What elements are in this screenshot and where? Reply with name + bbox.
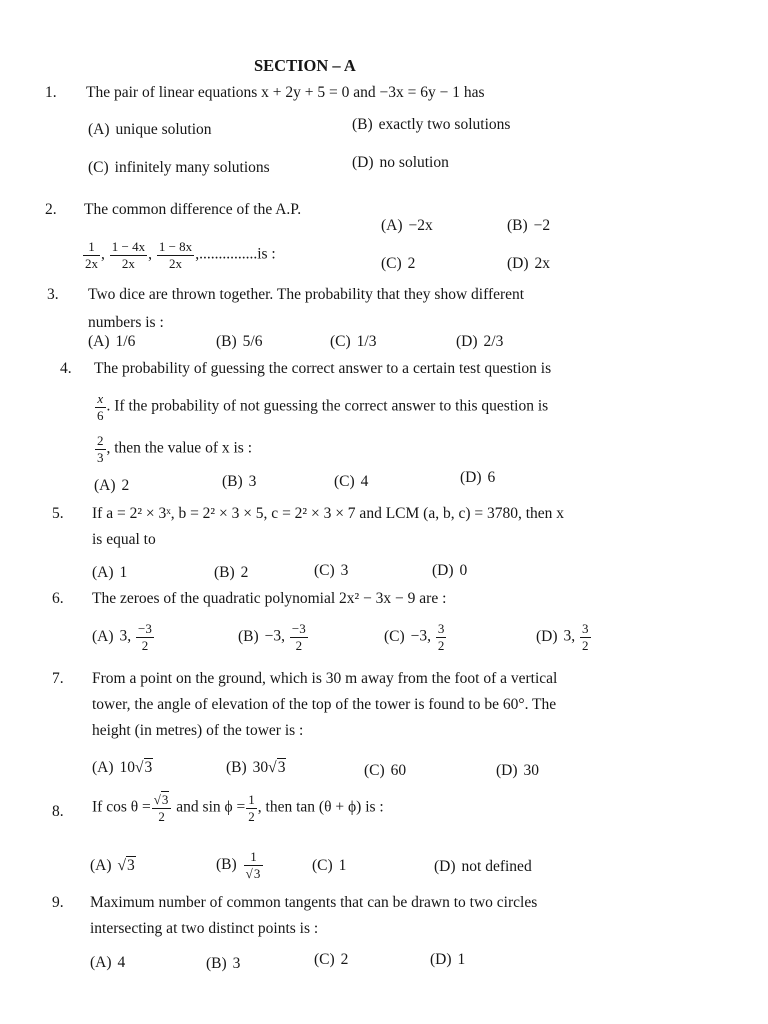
option-a: (A) 3, $\frac{-3}{2}$ — [92, 621, 152, 653]
option-d: (D) no solution — [352, 154, 449, 171]
question-text-line-2: is equal to — [92, 531, 156, 548]
ap-term-1: $\frac{1}{2x}$ — [85, 239, 98, 271]
question-text-line-1: Maximum number of common tangents that can be drawn to two circles — [90, 894, 538, 911]
option-d: (D) 2/3 — [456, 333, 504, 350]
question-text: The pair of linear equations x + 2y + 5 = 0 and −3x = 6y − 1 has — [86, 84, 485, 101]
question-text-line-2: $\frac{x}{6}$ . If the probability of not guessing the correct answer to this question is — [97, 391, 549, 423]
question-number: 8. — [52, 803, 64, 820]
option-a: (A) −2x — [381, 217, 433, 234]
option-c: (C) 1/3 — [330, 333, 377, 350]
question-number: 1. — [45, 84, 57, 101]
question-text: The common difference of the A.P. — [84, 201, 302, 218]
question-text-line-2: numbers is : — [88, 314, 164, 331]
question-number: 9. — [52, 894, 64, 911]
option-c: (C) 3 — [314, 562, 349, 579]
option-c: (C) 1 — [312, 857, 347, 874]
option-a: (A) √3 — [90, 857, 135, 874]
section-title: SECTION – A — [254, 56, 356, 75]
option-a: (A) 1 — [92, 564, 128, 581]
option-c: (C) 4 — [334, 473, 369, 490]
option-a: (A) 2 — [94, 477, 130, 494]
sin-fraction: $\frac{1}{2}$ — [248, 792, 255, 824]
option-b: (B) 2 — [214, 564, 249, 581]
option-b: (B) −2 — [507, 217, 551, 234]
question-number: 5. — [52, 505, 64, 522]
ap-sequence: $\frac{1}{2x}$ , $\frac{1 - 4x}{2x}$ , $\frac{1 - 8x}{2x}$ ,...............is : — [85, 239, 276, 271]
question-text-line-1: If a = 2² × 3ˣ, b = 2² × 3 × 5, c = 2² × 3 × 7 and LCM (a, b, c) = 3780, then x — [92, 505, 565, 522]
option-c: (C) 2 — [314, 951, 349, 968]
option-d: (D) 0 — [432, 562, 468, 579]
question-text-line-2: intersecting at two distinct points is : — [90, 920, 319, 937]
option-b: (B) exactly two solutions — [352, 116, 511, 133]
question-number: 6. — [52, 590, 64, 607]
option-b: (B) 5/6 — [216, 333, 263, 350]
option-c: (C) 2 — [381, 255, 416, 272]
option-d: (D) 6 — [460, 469, 496, 486]
option-b: (B) 30√3 — [226, 759, 286, 776]
option-a: (A) 10√3 — [92, 759, 153, 776]
question-number: 3. — [47, 286, 59, 303]
question-number: 7. — [52, 670, 64, 687]
option-c: (C) 60 — [364, 762, 407, 779]
question-text: The zeroes of the quadratic polynomial 2x² − 3x − 9 are : — [92, 590, 447, 607]
option-a: (A) 1/6 — [88, 333, 136, 350]
option-d: (D) not defined — [434, 858, 532, 875]
question-text-line-2: tower, the angle of elevation of the top of the tower is found to be 60°. The — [92, 696, 557, 713]
question-text-line-1: From a point on the ground, which is 30 m away from the foot of a vertical — [92, 670, 558, 687]
question-text-line-3: height (in metres) of the tower is : — [92, 722, 304, 739]
option-c: (C) −3, $\frac{3}{2}$ — [384, 621, 445, 653]
option-b: (B) 3 — [222, 473, 257, 490]
question-text-line-1: Two dice are thrown together. The probability that they show different — [88, 286, 525, 303]
cos-fraction: $\frac{√3}{2}$ — [152, 793, 172, 823]
option-a: (A) unique solution — [88, 121, 212, 138]
question-text: If cos θ = $\frac{√3}{2}$ and sin ϕ = $\frac{1}{2}$ , then tan (θ + ϕ) is : — [92, 792, 384, 824]
option-a: (A) 4 — [90, 954, 126, 971]
question-text-line-3: $\frac{2}{3}$ , then the value of x is : — [97, 433, 252, 465]
fraction: $\frac{x}{6}$ — [97, 391, 104, 423]
option-d: (D) 1 — [430, 951, 466, 968]
option-b: (B) 3 — [206, 955, 241, 972]
option-b: (B) −3, $\frac{-3}{2}$ — [238, 621, 306, 653]
ap-term-2: $\frac{1 - 4x}{2x}$ — [111, 239, 146, 271]
question-text-line-1: The probability of guessing the correct answer to a certain test question is — [94, 360, 552, 377]
question-number: 2. — [45, 201, 57, 218]
question-number: 4. — [60, 360, 72, 377]
option-b: (B) $\frac{1}{√3}$ — [216, 850, 264, 880]
option-d: (D) 30 — [496, 762, 540, 779]
option-d: (D) 2x — [507, 255, 551, 272]
ap-term-3: $\frac{1 - 8x}{2x}$ — [158, 239, 193, 271]
fraction: $\frac{2}{3}$ — [97, 433, 104, 465]
option-d: (D) 3, $\frac{3}{2}$ — [536, 621, 589, 653]
option-c: (C) infinitely many solutions — [88, 159, 270, 176]
